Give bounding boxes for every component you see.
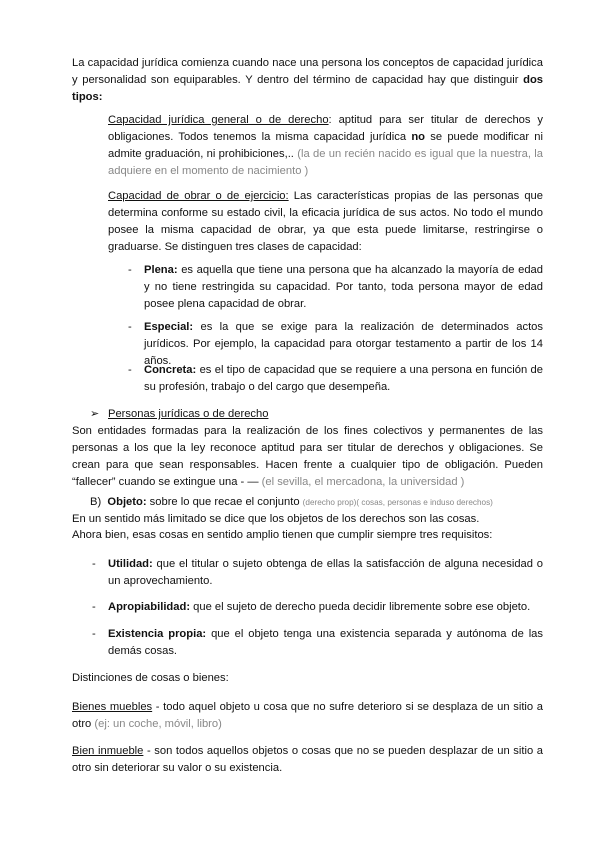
bienes-muebles-title: Bienes muebles — [72, 701, 153, 713]
cap-general-note: (la de un recién nacido es igual que la nuestra, la adquiere en el momento de nacimiento ) — [108, 148, 543, 177]
clase-plena-text: es aquella que tiene una persona que ha alcanzado la mayoría de edad y no tiene restringida su capacidad. Por tanto, toda persona mayor de edad posee plena capacidad de obrar. — [144, 264, 543, 310]
clase-concreta-term: Concreta: — [144, 364, 197, 376]
intro-text: La capacidad jurídica comienza cuando nace una persona los conceptos de capacidad jurídica y personalidad son equiparables. Y dentro del término de capacidad hay que distinguir — [72, 57, 543, 86]
personas-juridicas-text: Son entidades formadas para la realización de los fines colectivos y permanentes de las personas a los que la ley reconoce aptitud para ser titular de derechos y obligaciones. Se crean para que sean responsables. Hacen frente a cualquier tipo de obligación. Pueden “fallecer” cuando se extingue una - — — [72, 425, 543, 488]
cap-obrar-text: Las características propias de las personas que determina conforme su estado civil, la eficacia jurídica de sus actos. No todo el mundo posee la misma capacidad de obrar, ya que esta puede limitarse, restringirse o graduarse. Se distinguen tres clases de capacidad: — [108, 190, 544, 253]
cap-general-text1: : aptitud para ser titular de derechos y obligaciones. Todos tenemos la misma capacidad jurídica — [108, 114, 543, 143]
clase-especial-dash: - — [128, 321, 132, 333]
req-existencia-term: Existencia propia: — [108, 628, 207, 640]
bienes-muebles-paragraph — [72, 699, 543, 733]
personas-juridicas-title-line — [108, 406, 543, 423]
cap-general-text2: se puede modificar ni admite graduación, ni prohibiciones,.. — [108, 131, 544, 160]
personas-juridicas-title: Personas jurídicas o de derecho — [108, 408, 269, 420]
cap-general-title: Capacidad jurídica general o de derecho — [108, 114, 329, 126]
req-apropiabilidad-text: que el sujeto de derecho pueda decidir libremente sobre ese objeto. — [193, 601, 531, 613]
req-apropiabilidad-dash: - — [92, 601, 96, 613]
req-utilidad-term: Utilidad: — [108, 558, 153, 570]
req-apropiabilidad — [108, 599, 543, 616]
clase-concreta-text: es el tipo de capacidad que se requiere a una persona en función de su profesión, trabajo o del cargo que desempeña. — [144, 364, 543, 393]
bien-inmueble-title: Bien inmueble — [72, 745, 144, 757]
objeto-note: (derecho prop)( cosas, personas e induso derechos) — [302, 498, 493, 507]
clase-concreta-dash: - — [128, 364, 132, 376]
distinciones-title: Distinciones de cosas o bienes: — [72, 672, 229, 684]
req-utilidad — [108, 556, 543, 590]
req-existencia-dash: - — [92, 628, 96, 640]
bienes-muebles-text: - todo aquel objeto u cosa que no sufre deterioro si se desplaza de un sitio a otro — [72, 701, 543, 730]
clase-especial-term: Especial: — [144, 321, 194, 333]
cap-obrar-title: Capacidad de obrar o de ejercicio: — [108, 190, 289, 202]
clase-plena — [144, 262, 543, 313]
clase-concreta — [144, 362, 543, 396]
intro-bold: dos tipos: — [72, 74, 543, 103]
objeto-term: Objeto: — [107, 496, 147, 508]
personas-juridicas-paragraph — [72, 423, 543, 491]
arrow-bullet-icon: ➢ — [90, 408, 100, 420]
bienes-muebles-note: (ej: un coche, móvil, libro) — [94, 718, 222, 730]
bien-inmueble-paragraph — [72, 743, 543, 777]
cap-general-bold: no — [411, 131, 425, 143]
req-existencia-text: que el objeto tenga una existencia separada y autónoma de las demás cosas. — [108, 628, 543, 657]
req-utilidad-dash: - — [92, 558, 96, 570]
objeto-letter: B) — [90, 496, 102, 508]
cap-obrar-paragraph — [108, 188, 543, 256]
objeto-line2: Ahora bien, esas cosas en sentido amplio tienen que cumplir siempre tres requisitos: — [72, 529, 493, 541]
objeto-text: sobre lo que recae el conjunto — [149, 496, 300, 508]
bien-inmueble-text: - son todos aquellos objetos o cosas que no se pueden desplazar de un sitio a otro sin deteriorar su valor o su existencia. — [72, 745, 543, 774]
req-utilidad-text: que el titular o sujeto obtenga de ellas la satisfacción de alguna necesidad o un aprovechamiento. — [108, 558, 543, 587]
req-existencia — [108, 626, 543, 660]
cap-general-paragraph — [108, 112, 543, 180]
clase-especial-text: es la que se exige para la realización de determinados actos jurídicos. Por ejemplo, la capacidad para otorgar testamento a partir de los 14 años. — [144, 321, 543, 367]
objeto-line1: En un sentido más limitado se dice que los objetos de los derechos son las cosas. — [72, 513, 480, 525]
objeto-line — [90, 494, 550, 511]
intro-paragraph — [72, 55, 543, 106]
clase-plena-term: Plena: — [144, 264, 178, 276]
personas-juridicas-note: (el sevilla, el mercadona, la universidad ) — [261, 476, 465, 488]
clase-plena-dash: - — [128, 264, 132, 276]
req-apropiabilidad-term: Apropiabilidad: — [108, 601, 191, 613]
